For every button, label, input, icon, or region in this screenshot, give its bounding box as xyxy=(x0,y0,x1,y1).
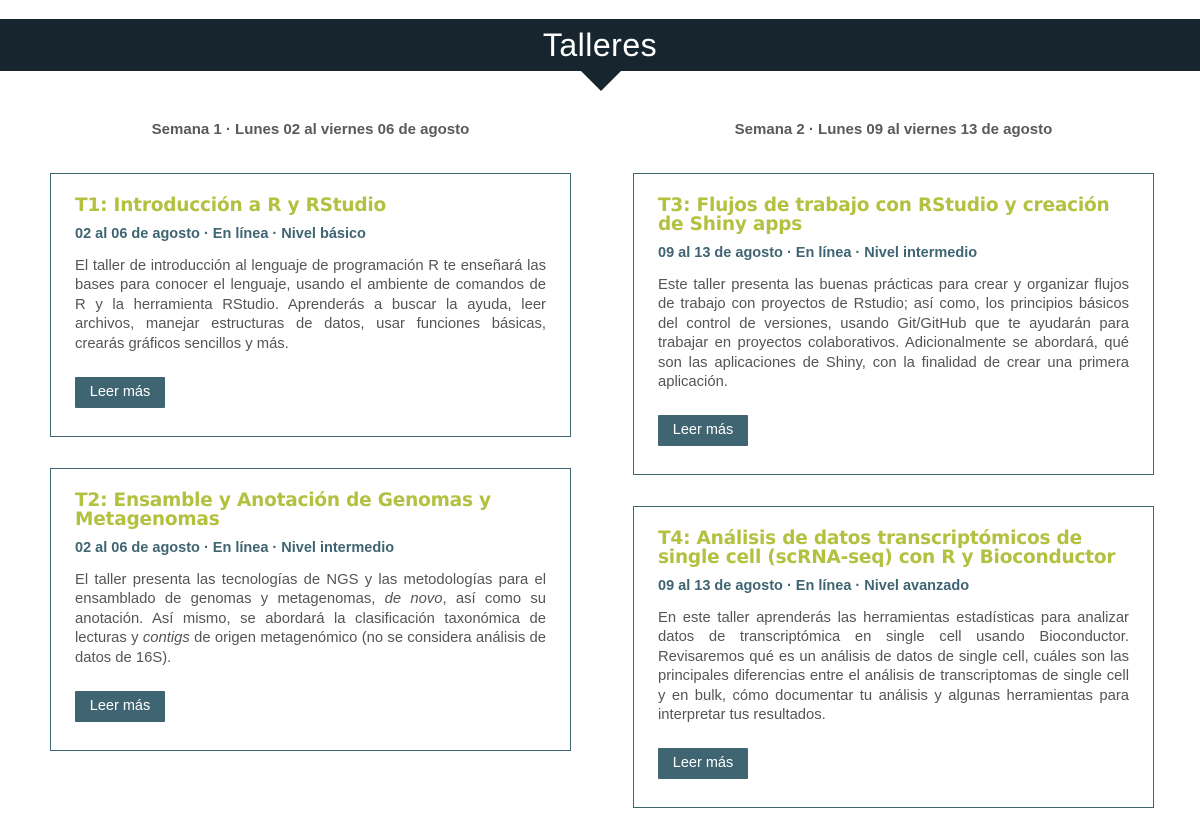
workshop-description: En este taller aprenderás las herramientas estadísticas para analizar datos de transcriptómica en single cell usando Bioconductor. Revisaremos qué es un análisis de datos de single cell, cuáles son las principales diferencias entre el análisis de transcriptomas de single cell y en bulk, cómo documentar tu análisis y algunas herramientas para interpretar tus resultados. xyxy=(658,610,1129,724)
workshop-meta: 09 al 13 de agosto · En línea · Nivel intermedio xyxy=(658,245,978,261)
page-header-banner xyxy=(0,19,1200,71)
workshop-title: T1: Introducción a R y RStudio xyxy=(75,195,387,216)
description-text: , así como su anotación. Así mismo, se abordará la clasificación taxonómica de lecturas y xyxy=(75,591,547,647)
read-more-button[interactable]: Leer más xyxy=(75,691,165,722)
workshop-meta: 09 al 13 de agosto · En línea · Nivel avanzado xyxy=(658,578,970,594)
workshop-description: El taller de introducción al lenguaje de programación R te enseñará las bases para conocer el lenguaje, usando el ambiente de comandos de R y la herramienta RStudio. Aprenderás a buscar la ayuda, leer archivos, manejar estructuras de datos, usar funciones básicas, crearás gráficos sencillos y más. xyxy=(75,258,546,352)
workshop-card-t1 xyxy=(50,173,571,437)
header-pointer-arrow xyxy=(580,70,622,91)
week-1-heading: Semana 1 · Lunes 02 al viernes 06 de agosto xyxy=(151,121,470,138)
workshop-card-t4 xyxy=(633,506,1154,808)
workshop-description xyxy=(75,571,546,668)
read-more-button[interactable]: Leer más xyxy=(658,415,748,446)
page-title: Talleres xyxy=(542,26,658,63)
description-text: El taller presenta las tecnologías de NGS y las metodologías para el ensamblado de genomas y metagenomas, xyxy=(75,572,546,608)
workshop-meta: 02 al 06 de agosto · En línea · Nivel básico xyxy=(75,226,366,242)
workshop-title: T4: Análisis de datos transcriptómicos de single cell (scRNA-seq) con R y Bioconductor xyxy=(658,528,1116,568)
workshop-card-t3 xyxy=(633,173,1154,475)
description-italic-term: de novo xyxy=(384,591,443,608)
read-more-button[interactable]: Leer más xyxy=(75,377,165,408)
workshop-meta: 02 al 06 de agosto · En línea · Nivel intermedio xyxy=(75,540,395,556)
workshop-title: T2: Ensamble y Anotación de Genomas y Metagenomas xyxy=(75,490,491,530)
week-2-heading: Semana 2 · Lunes 09 al viernes 13 de agosto xyxy=(734,121,1053,138)
description-text: de origen metagenómico (no se considera análisis de datos de 16S). xyxy=(75,630,547,666)
description-italic-term: contigs xyxy=(142,630,190,647)
read-more-button[interactable]: Leer más xyxy=(658,748,748,779)
workshop-description: Este taller presenta las buenas prácticas para crear y organizar flujos de trabajo con proyectos de Rstudio; así como, los principios básicos del control de versiones, usando Git/GitHub que te ayudarán para trabajar en proyectos colaborativos. Adicionalmente se abordará, qué son las aplicaciones de Shiny, con la finalidad de crear una primera aplicación. xyxy=(658,277,1129,391)
workshop-title: T3: Flujos de trabajo con RStudio y creación de Shiny apps xyxy=(658,195,1110,235)
workshop-card-t2 xyxy=(50,468,571,751)
